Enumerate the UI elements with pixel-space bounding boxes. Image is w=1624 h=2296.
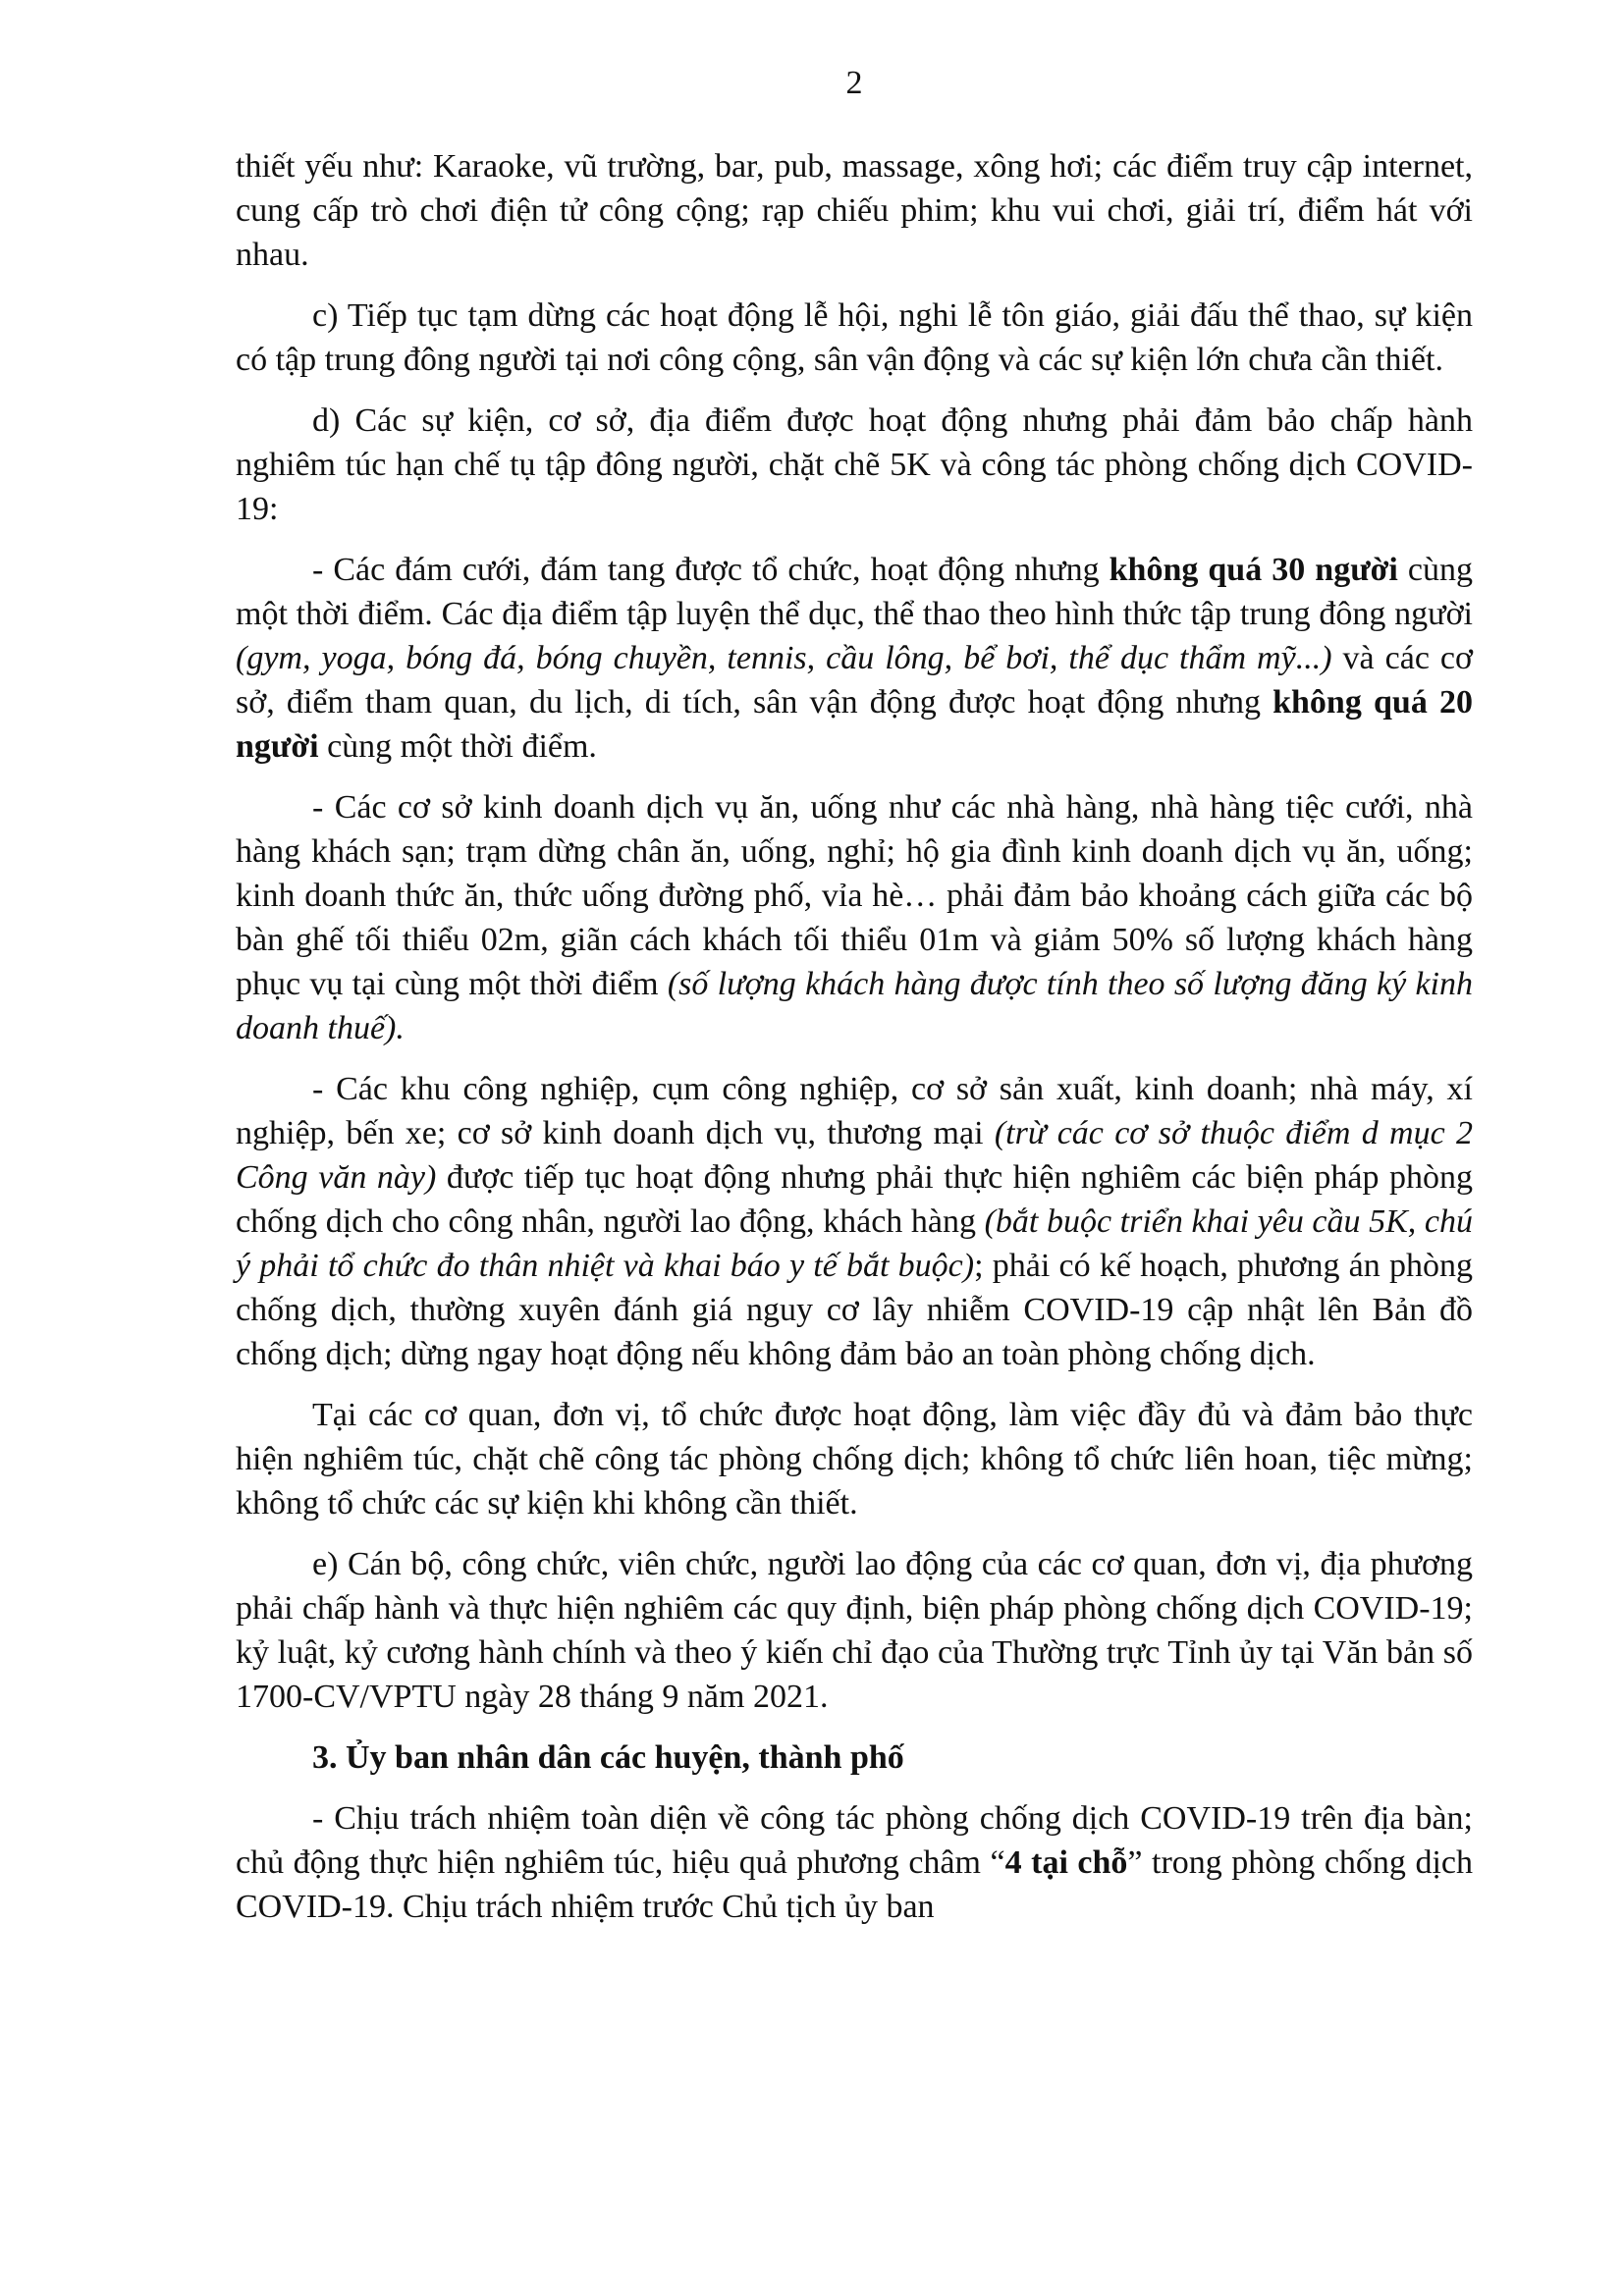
paragraph-agencies: Tại các cơ quan, đơn vị, tổ chức được hoạt động, làm việc đầy đủ và đảm bảo thực hiện nghiêm túc, chặt chẽ công tác phòng chống dịch; không tổ chức liên hoan, tiệc mừng; không tổ chức các sự kiện khi không cần thiết. (236, 1397, 1473, 1522)
italic-5k-note: (bắt buộc triển khai yêu cầu 5K, chú ý phải tổ chức đo thân nhiệt và khai báo y tế bắt buộc) (236, 1203, 1473, 1284)
section-heading-3: 3. Ủy ban nhân dân các huyện, thành phố (312, 1739, 904, 1776)
paragraph-district-responsibility (236, 1796, 1473, 1929)
text-run: và các cơ sở, điểm tham quan, du lịch, di tích, sân vận động được hoạt động nhưng (236, 640, 1474, 721)
paragraph-weddings-funerals (236, 548, 1473, 769)
italic-exception-note: (trừ các cơ sở thuộc điểm d mục 2 Công văn này) (236, 1115, 1473, 1196)
text-run: ” trong phòng chống dịch COVID-19. Chịu trách nhiệm trước Chủ tịch ủy ban (236, 1844, 1473, 1925)
text-run: cùng một thời điểm. (318, 728, 597, 765)
paragraph-item-c: c) Tiếp tục tạm dừng các hoạt động lễ hội, nghi lễ tôn giáo, giải đấu thể thao, sự kiện có tập trung đông người tại nơi công cộng, sân vận động và các sự kiện lớn chưa cần thiết. (236, 297, 1473, 378)
paragraph-essential-services: thiết yếu như: Karaoke, vũ trường, bar, pub, massage, xông hơi; các điểm truy cập internet, cung cấp trò chơi điện tử công cộng; rạp chiếu phim; khu vui chơi, giải trí, điểm hát với nhau. (236, 148, 1473, 273)
paragraph-item-d: d) Các sự kiện, cơ sở, địa điểm được hoạt động nhưng phải đảm bảo chấp hành nghiêm túc hạn chế tụ tập đông người, chặt chẽ 5K và công tác phòng chống dịch COVID-19: (236, 402, 1473, 527)
text-run: được tiếp tục hoạt động nhưng phải thực hiện nghiêm các biện pháp phòng chống dịch cho công nhân, người lao động, khách hàng (236, 1159, 1473, 1240)
text-run: - Các khu công nghiệp, cụm công nghiệp, cơ sở sản xuất, kinh doanh; nhà máy, xí nghiệp, bến xe; cơ sở kinh doanh dịch vụ, thương mại (236, 1071, 1473, 1151)
italic-sports-list: (gym, yoga, bóng đá, bóng chuyền, tennis, cầu lông, bể bơi, thể dục thẩm mỹ...) (236, 640, 1332, 676)
text-run: - Các cơ sở kinh doanh dịch vụ ăn, uống như các nhà hàng, nhà hàng tiệc cưới, nhà hàng khách sạn; trạm dừng chân ăn, uống, nghỉ; hộ gia đình kinh doanh dịch vụ ăn, uống; kinh doanh thức ăn, thức uống đường phố, vỉa hè… phải đảm bảo khoảng cách giữa các bộ bàn ghế tối thiểu 02m, giãn cách khách tối thiểu 01m và giảm 50% số lượng khách hàng phục vụ tại cùng một thời điểm (236, 789, 1473, 1002)
paragraph-food-services (236, 785, 1473, 1050)
bold-limit-30: không quá 30 người (1109, 552, 1398, 588)
bold-4-tai-cho: 4 tại chỗ (1004, 1844, 1128, 1881)
paragraph-industrial-zones (236, 1067, 1473, 1376)
text-run: - Chịu trách nhiệm toàn diện về công tác phòng chống dịch COVID-19 trên địa bàn; chủ động thực hiện nghiêm túc, hiệu quả phương châm “ (236, 1800, 1473, 1881)
page-number: 2 (845, 65, 863, 101)
paragraph-item-e: e) Cán bộ, công chức, viên chức, người lao động của các cơ quan, đơn vị, địa phương phải chấp hành và thực hiện nghiêm các quy định, biện pháp phòng chống dịch COVID-19; kỷ luật, kỷ cương hành chính và theo ý kiến chỉ đạo của Thường trực Tỉnh ủy tại Văn bản số 1700-CV/VPTU ngày 28 tháng 9 năm 2021. (236, 1546, 1473, 1715)
bold-limit-20: không quá 20 người (236, 684, 1473, 765)
text-run: ; phải có kế hoạch, phương án phòng chống dịch, thường xuyên đánh giá nguy cơ lây nhiễm COVID-19 cập nhật lên Bản đồ chống dịch; dừng ngay hoạt động nếu không đảm bảo an toàn phòng chống dịch. (236, 1248, 1473, 1372)
italic-customer-count-note: (số lượng khách hàng được tính theo số lượng đăng ký kinh doanh thuế). (236, 966, 1473, 1046)
text-run: - Các đám cưới, đám tang được tổ chức, hoạt động nhưng (312, 552, 1110, 588)
text-run: cùng một thời điểm. Các địa điểm tập luyện thể dục, thể thao theo hình thức tập trung đông người (236, 552, 1473, 632)
